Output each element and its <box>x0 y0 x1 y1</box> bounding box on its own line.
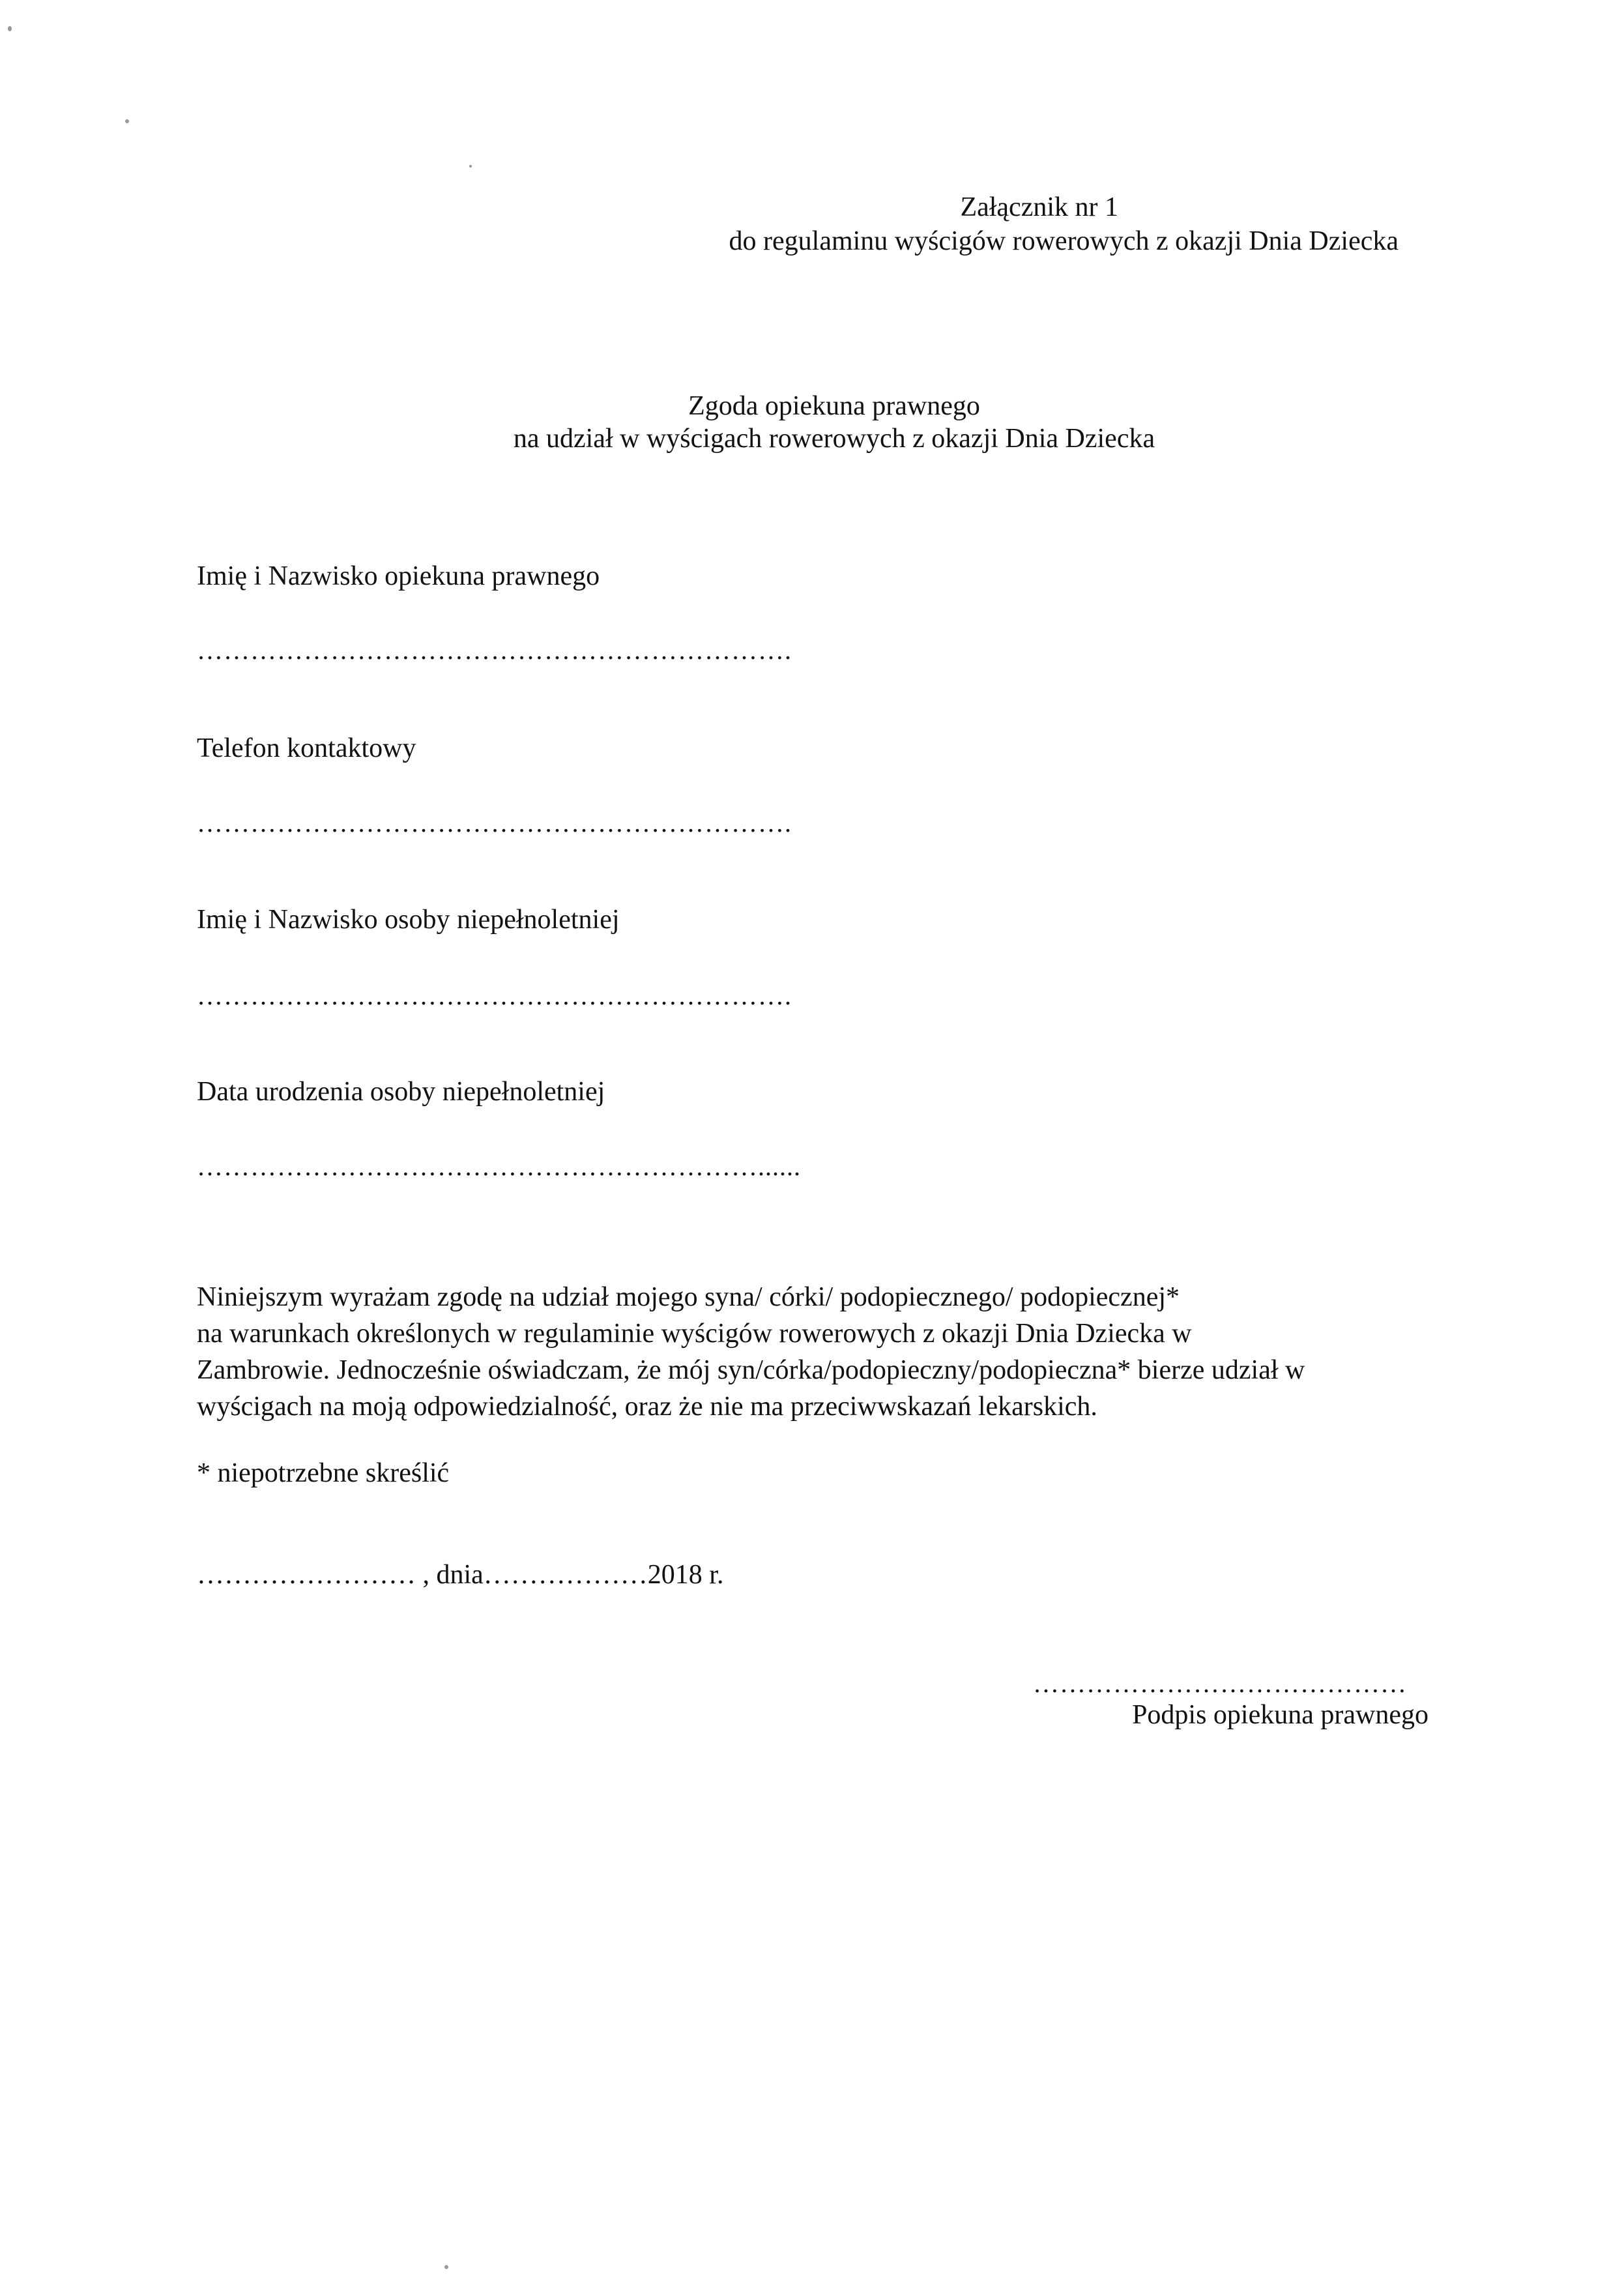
attachment-number: Załącznik nr 1 <box>960 192 1118 222</box>
guardian-name-field[interactable]: …………………………………………………………. <box>197 636 792 665</box>
minor-name-field[interactable]: …………………………………………………………. <box>197 981 792 1010</box>
minor-birthdate-field[interactable]: ………………………………………………………...... <box>197 1152 801 1181</box>
signature-label: Podpis opiekuna prawnego <box>1132 1700 1428 1730</box>
minor-name-label: Imię i Nazwisko osoby niepełnoletniej <box>197 905 620 935</box>
consent-line-2: na warunkach określonych w regulaminie wyścigów rowerowych z okazji Dnia Dziecka w <box>197 1319 1192 1349</box>
phone-field[interactable]: …………………………………………………………. <box>197 808 792 838</box>
footnote: * niepotrzebne skreślić <box>197 1458 450 1488</box>
document-title: Zgoda opiekuna prawnego <box>688 391 980 421</box>
minor-birthdate-label: Data urodzenia osoby niepełnoletniej <box>197 1077 605 1107</box>
document-subtitle: na udział w wyścigach rowerowych z okazji Dnia Dziecka <box>513 424 1155 454</box>
attachment-subtitle: do regulaminu wyścigów rowerowych z okazji Dnia Dziecka <box>729 226 1399 256</box>
guardian-name-label: Imię i Nazwisko opiekuna prawnego <box>197 561 600 591</box>
scan-speck <box>444 2265 448 2269</box>
scan-speck <box>8 26 12 31</box>
consent-line-3: Zambrowie. Jednocześnie oświadczam, że mój syn/córka/podopieczny/podopieczna* bierze udział w <box>197 1355 1305 1385</box>
consent-line-4: wyścigach na moją odpowiedzialność, oraz że nie ma przeciwwskazań lekarskich. <box>197 1392 1097 1422</box>
signature-field[interactable]: …………………………………… <box>1033 1669 1407 1698</box>
place-date-field[interactable]: …………………… , dnia………………2018 r. <box>197 1560 724 1590</box>
scan-speck <box>125 119 129 123</box>
phone-label: Telefon kontaktowy <box>197 733 416 763</box>
consent-line-1: Niniejszym wyrażam zgodę na udział mojego syna/ córki/ podopiecznego/ podopiecznej* <box>197 1282 1180 1312</box>
scan-speck <box>469 165 472 168</box>
